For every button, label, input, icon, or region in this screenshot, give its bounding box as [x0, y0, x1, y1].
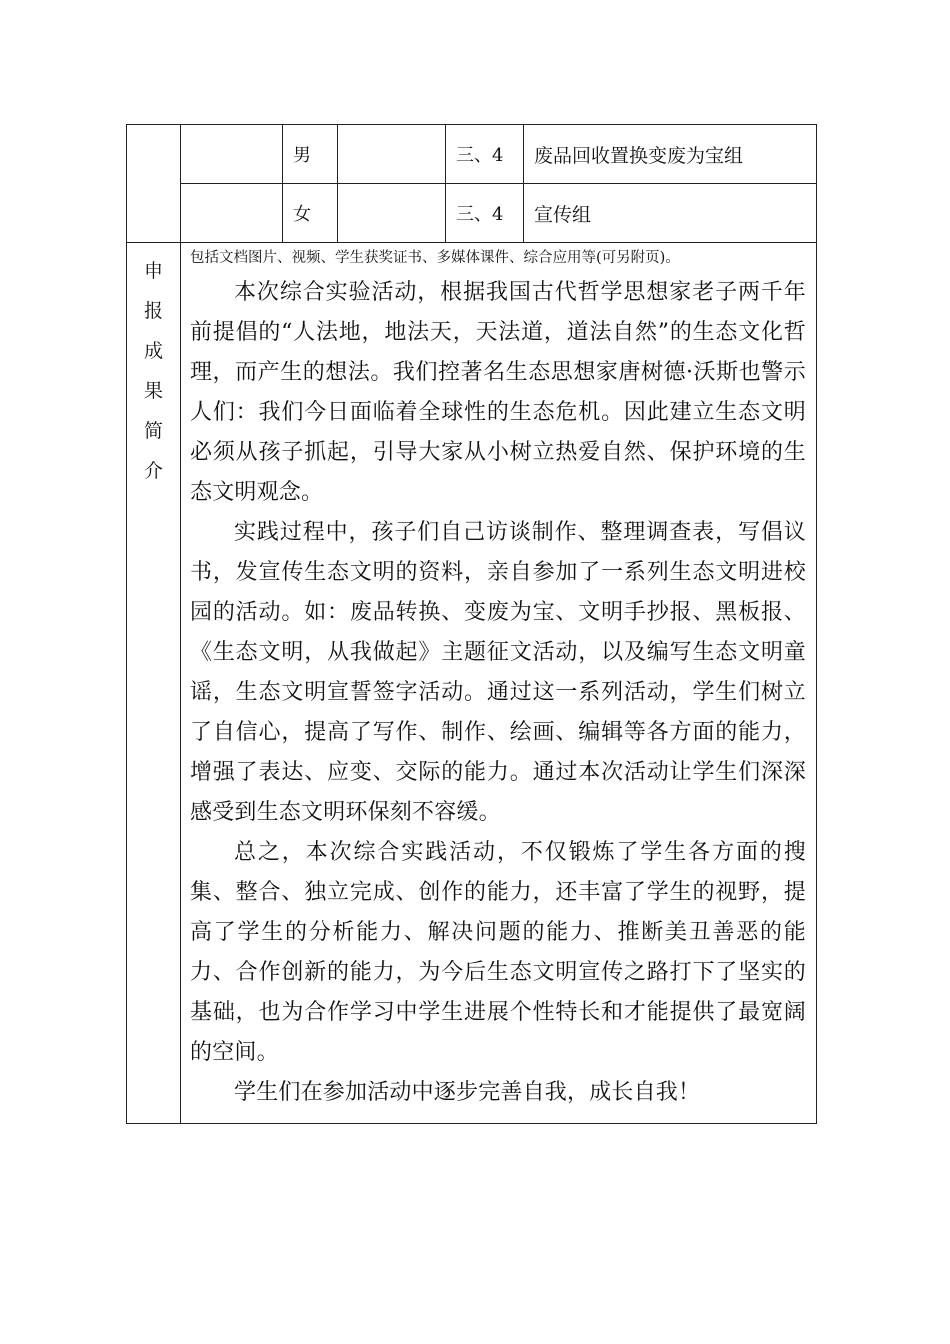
summary-paragraph: 总之，本次综合实践活动，不仅锻炼了学生各方面的搜集、整合、独立完成、创作的能力，还丰富了学生的视野，提高了学生的分析能力、解决问题的能力、推断美丑善恶的能力、合作创新的能力，为今后生态文明宣传之路打下了坚实的基础，也为合作学习中学生进展个性特长和才能提供了最宽阔的空间。	[190, 840, 806, 1065]
application-form-table	[126, 124, 817, 1124]
member-class-cell: 三、4	[446, 184, 524, 243]
member-group-cell: 宣传组	[524, 184, 817, 243]
summary-label-cell	[127, 243, 181, 1124]
member-row	[127, 125, 817, 184]
summary-note: 包括文档图片、视频、学生获奖证书、多媒体课件、综合应用等(可另附页)。	[190, 250, 680, 266]
summary-paragraph: 实践过程中，孩子们自己访谈制作、整理调查表，写倡议书，发宣传生态文明的资料，亲自参加了一系列生态文明进校园的活动。如：废品转换、变废为宝、文明手抄报、黑板报、《生态文明，从我做起》主题征文活动，以及编写生态文明童谣，生态文明宣誓签字活动。通过这一系列活动，学生们树立了自信心，提高了写作、制作、绘画、编辑等各方面的能力，增强了表达、应变、交际的能力。通过本次活动让学生们深深感受到生态文明环保刻不容缓。	[190, 520, 806, 825]
summary-paragraph: 本次综合实验活动，根据我国古代哲学思想家老子两千年前提倡的“人法地，地法天，天法道，道法自然”的生态文化哲理，而产生的想法。我们控著名生态思想家唐树德·沃斯也警示人们：我们今日面临着全球性的生态危机。因此建立生态文明必须从孩子抓起，引导大家从小树立热爱自然、保护环境的生态文明观念。	[190, 280, 806, 505]
member-name-cell	[181, 125, 283, 184]
summary-content-cell	[181, 243, 817, 1124]
summary-label-char: 申	[143, 260, 163, 282]
member-gender-cell: 女	[283, 184, 338, 243]
summary-label-char: 介	[143, 460, 163, 482]
summary-label-char: 简	[143, 420, 163, 442]
summary-label-char: 成	[143, 340, 163, 362]
member-row	[127, 184, 817, 243]
member-gender-cell: 男	[283, 125, 338, 184]
blank-label-cell	[127, 125, 181, 243]
summary-vertical-label	[127, 243, 180, 491]
member-extra-cell	[338, 125, 446, 184]
member-name-cell	[181, 184, 283, 243]
member-group-cell: 废品回收置换变废为宝组	[524, 125, 817, 184]
summary-label-char: 果	[143, 380, 163, 402]
summary-label-char: 报	[143, 300, 163, 322]
member-class-cell: 三、4	[446, 125, 524, 184]
member-extra-cell	[338, 184, 446, 243]
summary-paragraph: 学生们在参加活动中逐步完善自我，成长自我！	[234, 1080, 701, 1105]
summary-row	[127, 243, 817, 1124]
